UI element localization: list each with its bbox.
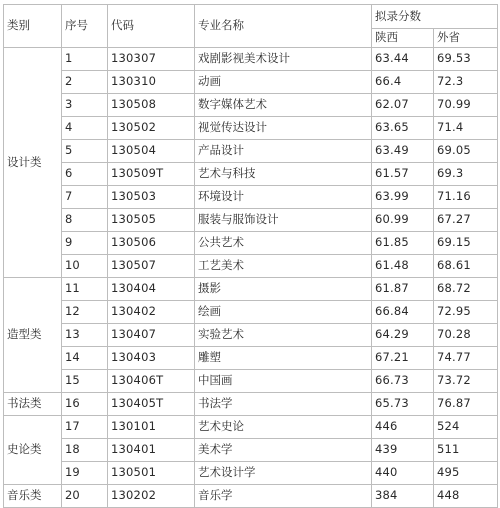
row-index: 17: [62, 416, 108, 439]
row-other: 69.3: [434, 163, 498, 186]
row-shaanxi: 61.48: [372, 255, 434, 278]
table-row: [4, 255, 498, 278]
category-cell-design: 设计类: [4, 48, 62, 278]
table-row: [4, 278, 498, 301]
row-other: 71.16: [434, 186, 498, 209]
row-code: 130402: [108, 301, 195, 324]
row-shaanxi: 66.84: [372, 301, 434, 324]
row-code: 130504: [108, 140, 195, 163]
table-row: [4, 393, 498, 416]
row-shaanxi: 63.99: [372, 186, 434, 209]
row-other: 69.53: [434, 48, 498, 71]
table-row: [4, 347, 498, 370]
row-other: 448: [434, 485, 498, 508]
header-other: 外省: [434, 29, 498, 48]
row-shaanxi: 61.85: [372, 232, 434, 255]
row-major: 数字媒体艺术: [195, 94, 372, 117]
row-other: 495: [434, 462, 498, 485]
row-shaanxi: 384: [372, 485, 434, 508]
row-major: 音乐学: [195, 485, 372, 508]
row-code: 130403: [108, 347, 195, 370]
category-cell-calligraphy: 书法类: [4, 393, 62, 416]
row-major: 服装与服饰设计: [195, 209, 372, 232]
row-shaanxi: 63.44: [372, 48, 434, 71]
row-index: 13: [62, 324, 108, 347]
row-code: 130407: [108, 324, 195, 347]
row-major: 工艺美术: [195, 255, 372, 278]
row-other: 511: [434, 439, 498, 462]
row-code: 130507: [108, 255, 195, 278]
header-row: [4, 5, 498, 29]
table-row: [4, 209, 498, 232]
row-major: 公共艺术: [195, 232, 372, 255]
row-index: 14: [62, 347, 108, 370]
row-index: 11: [62, 278, 108, 301]
row-major: 实验艺术: [195, 324, 372, 347]
row-index: 19: [62, 462, 108, 485]
row-index: 15: [62, 370, 108, 393]
row-code: 130509T: [108, 163, 195, 186]
row-code: 130508: [108, 94, 195, 117]
row-shaanxi: 440: [372, 462, 434, 485]
table-row: [4, 71, 498, 94]
row-major: 美术学: [195, 439, 372, 462]
row-other: 74.77: [434, 347, 498, 370]
row-index: 18: [62, 439, 108, 462]
table-row: [4, 186, 498, 209]
table-row: [4, 485, 498, 508]
header-major: 专业名称: [195, 5, 372, 48]
row-code: 130404: [108, 278, 195, 301]
row-code: 130405T: [108, 393, 195, 416]
row-index: 6: [62, 163, 108, 186]
row-code: 130310: [108, 71, 195, 94]
row-code: 130502: [108, 117, 195, 140]
header-shaanxi: 陕西: [372, 29, 434, 48]
row-major: 产品设计: [195, 140, 372, 163]
row-code: 130406T: [108, 370, 195, 393]
header-index: 序号: [62, 5, 108, 48]
row-shaanxi: 61.57: [372, 163, 434, 186]
row-major: 艺术史论: [195, 416, 372, 439]
row-other: 70.99: [434, 94, 498, 117]
header-code: 代码: [108, 5, 195, 48]
table-row: [4, 140, 498, 163]
row-index: 3: [62, 94, 108, 117]
table-row: [4, 117, 498, 140]
row-index: 5: [62, 140, 108, 163]
row-major: 艺术设计学: [195, 462, 372, 485]
row-major: 视觉传达设计: [195, 117, 372, 140]
row-shaanxi: 63.49: [372, 140, 434, 163]
row-shaanxi: 64.29: [372, 324, 434, 347]
table-row: [4, 301, 498, 324]
row-shaanxi: 63.65: [372, 117, 434, 140]
row-other: 67.27: [434, 209, 498, 232]
row-major: 戏剧影视美术设计: [195, 48, 372, 71]
row-index: 7: [62, 186, 108, 209]
row-code: 130503: [108, 186, 195, 209]
row-other: 73.72: [434, 370, 498, 393]
row-index: 8: [62, 209, 108, 232]
row-code: 130202: [108, 485, 195, 508]
row-major: 雕塑: [195, 347, 372, 370]
table-row: [4, 416, 498, 439]
table-row: [4, 324, 498, 347]
table-row: [4, 94, 498, 117]
row-major: 环境设计: [195, 186, 372, 209]
table-row: [4, 462, 498, 485]
row-index: 20: [62, 485, 108, 508]
row-shaanxi: 65.73: [372, 393, 434, 416]
row-other: 68.61: [434, 255, 498, 278]
row-index: 9: [62, 232, 108, 255]
row-index: 1: [62, 48, 108, 71]
row-code: 130307: [108, 48, 195, 71]
row-shaanxi: 439: [372, 439, 434, 462]
header-score-group: 拟录分数: [372, 5, 498, 29]
header-category: 类别: [4, 5, 62, 48]
table-row: [4, 439, 498, 462]
row-index: 4: [62, 117, 108, 140]
category-cell-music: 音乐类: [4, 485, 62, 508]
row-other: 69.15: [434, 232, 498, 255]
row-other: 72.3: [434, 71, 498, 94]
row-other: 72.95: [434, 301, 498, 324]
row-other: 69.05: [434, 140, 498, 163]
row-index: 2: [62, 71, 108, 94]
row-shaanxi: 62.07: [372, 94, 434, 117]
row-other: 71.4: [434, 117, 498, 140]
row-major: 艺术与科技: [195, 163, 372, 186]
row-shaanxi: 60.99: [372, 209, 434, 232]
table-row: [4, 232, 498, 255]
row-shaanxi: 61.87: [372, 278, 434, 301]
category-cell-plastic: 造型类: [4, 278, 62, 393]
row-major: 摄影: [195, 278, 372, 301]
row-index: 12: [62, 301, 108, 324]
row-other: 68.72: [434, 278, 498, 301]
row-major: 动画: [195, 71, 372, 94]
row-other: 70.28: [434, 324, 498, 347]
row-other: 524: [434, 416, 498, 439]
table-row: [4, 48, 498, 71]
row-other: 76.87: [434, 393, 498, 416]
row-code: 130506: [108, 232, 195, 255]
row-shaanxi: 446: [372, 416, 434, 439]
row-code: 130505: [108, 209, 195, 232]
row-shaanxi: 66.4: [372, 71, 434, 94]
row-major: 绘画: [195, 301, 372, 324]
row-major: 书法学: [195, 393, 372, 416]
category-cell-history: 史论类: [4, 416, 62, 485]
row-index: 10: [62, 255, 108, 278]
row-shaanxi: 66.73: [372, 370, 434, 393]
table-row: [4, 163, 498, 186]
admission-score-table: [3, 4, 498, 508]
row-code: 130501: [108, 462, 195, 485]
row-shaanxi: 67.21: [372, 347, 434, 370]
table-row: [4, 370, 498, 393]
row-index: 16: [62, 393, 108, 416]
row-code: 130101: [108, 416, 195, 439]
row-major: 中国画: [195, 370, 372, 393]
row-code: 130401: [108, 439, 195, 462]
